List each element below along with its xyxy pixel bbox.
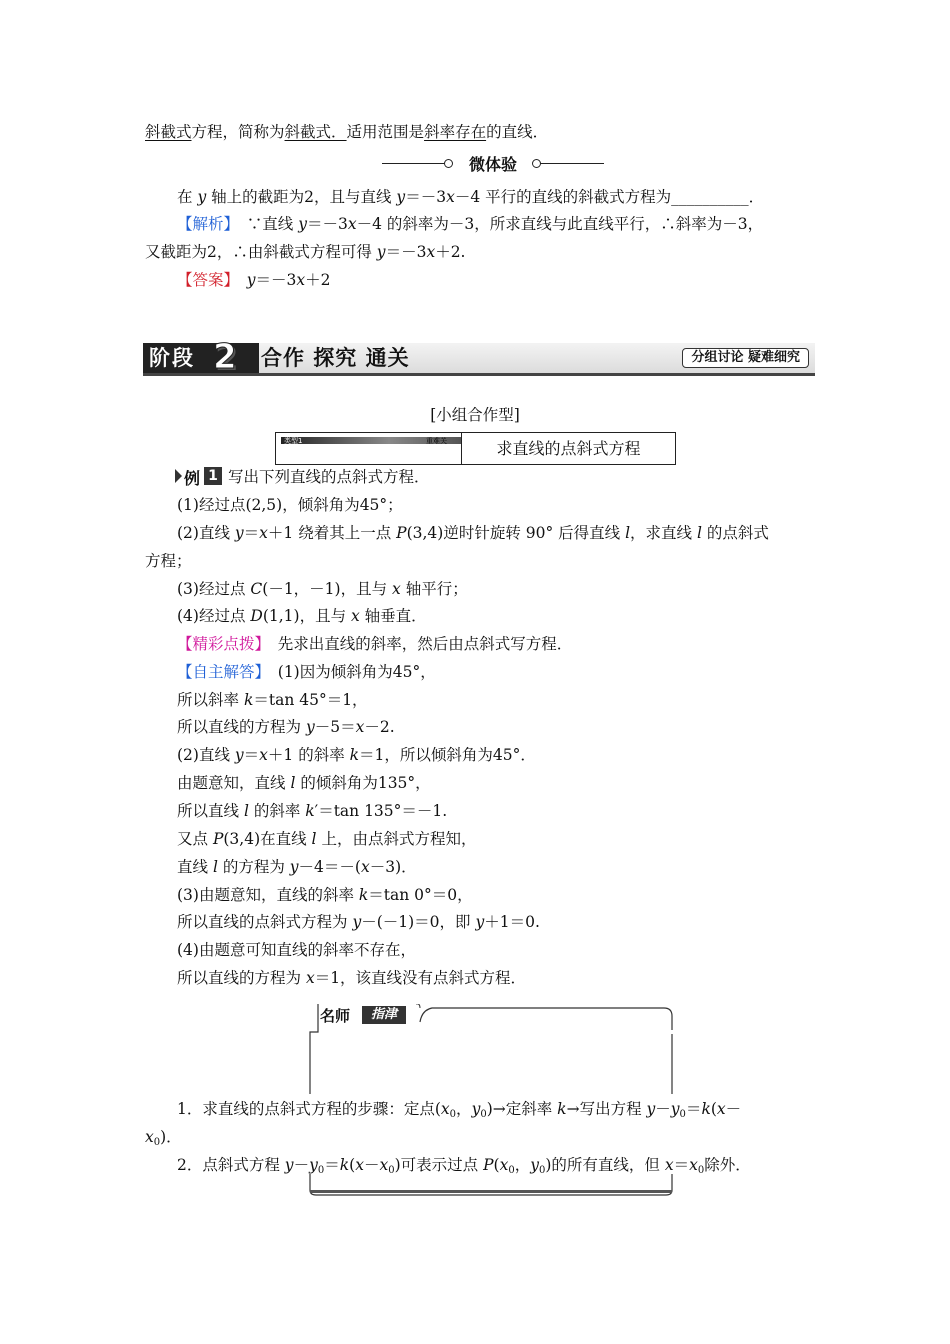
text: (3,4)在直线	[223, 830, 312, 848]
text: 除外．	[704, 1156, 751, 1174]
practice-question	[177, 186, 764, 208]
text: (－1，－1)，且与	[262, 580, 393, 598]
text: 2．点斜式方程	[177, 1156, 285, 1174]
text: －3)．	[369, 858, 417, 876]
practice-analysis	[177, 213, 763, 235]
var: x	[355, 1156, 364, 1174]
subscript: 0	[538, 1165, 546, 1176]
var: y	[309, 1156, 318, 1174]
teacher-note-1-cont	[145, 1126, 182, 1154]
subscript: 0	[153, 1137, 161, 1148]
triangle-icon	[175, 469, 182, 483]
answer-tag: 【答案】	[177, 271, 232, 289]
text: ＋1＝0.	[484, 913, 540, 931]
text: ＝－3	[385, 243, 427, 261]
var: k	[243, 691, 254, 709]
example-q1: (1)经过点(2,5)，倾斜角为45°；	[177, 496, 403, 514]
var: l	[290, 774, 296, 792]
example-q3	[177, 578, 468, 600]
var: x	[446, 188, 455, 206]
text: ＋1 的斜率	[267, 746, 350, 764]
solution-line-6	[177, 800, 447, 822]
text: －4＝－(	[298, 858, 361, 876]
text: 所以直线的方程为	[177, 969, 306, 987]
intro-term: 斜率存在	[424, 123, 487, 141]
var: P	[396, 524, 407, 542]
solution-line-4	[177, 744, 536, 766]
text: )的所有直线，但	[545, 1156, 665, 1174]
text: )→定斜率	[486, 1100, 558, 1118]
var: l	[212, 858, 218, 876]
solution-line-8	[177, 856, 417, 878]
text: 由题意知，直线	[177, 774, 291, 792]
text	[231, 271, 247, 289]
intro-text: 适用范围是	[346, 123, 425, 141]
text: (	[493, 1156, 500, 1174]
text: 又截距为2，∴由斜截式方程可得	[145, 243, 377, 261]
text: 所以斜率	[177, 691, 244, 709]
subscript: 0	[508, 1165, 515, 1176]
text: 上，由点斜式方程知，	[316, 830, 477, 848]
divider-title: 微体验	[468, 155, 517, 174]
text: ＝－3	[306, 215, 348, 233]
type-box	[275, 432, 676, 465]
var: x	[259, 524, 268, 542]
var: x	[145, 1128, 154, 1146]
text: 所以直线的方程为	[177, 718, 306, 736]
intro-text: 方程，简称为	[191, 123, 285, 141]
text: ＋2.	[435, 243, 466, 261]
solution-tag: 【自主解答】	[177, 663, 263, 681]
var: l	[696, 524, 702, 542]
var: k	[349, 746, 360, 764]
type-title: 求直线的点斜式方程	[496, 439, 641, 458]
subscript: 0	[679, 1109, 686, 1120]
stage-label: 阶段	[143, 343, 259, 373]
intro-term: 斜截式	[145, 123, 192, 141]
text: －	[293, 1156, 310, 1174]
text: (4)经过点	[177, 607, 251, 625]
text: ＋2	[305, 271, 331, 289]
divider-line	[540, 163, 604, 164]
text: (3)经过点	[177, 580, 251, 598]
var: y	[670, 1100, 680, 1118]
text: (3)由题意知，直线的斜率	[177, 886, 359, 904]
var: C	[250, 580, 263, 598]
text: ＝tan 45°＝1，	[253, 691, 368, 709]
text: (2)直线	[177, 746, 235, 764]
text: ＝	[673, 1156, 690, 1174]
var: x	[716, 1100, 726, 1118]
intro-text: 的直线．	[486, 123, 549, 141]
var: x	[379, 1156, 389, 1174]
divider-line	[382, 163, 446, 164]
text: 轴上的截距为2，且与直线	[206, 188, 397, 206]
text: →写出方程	[566, 1100, 647, 1118]
text: )．	[160, 1128, 182, 1146]
stage-title: 合作 探究 通关	[261, 346, 410, 370]
example-q2	[177, 522, 769, 544]
var: x	[426, 243, 436, 261]
text: ＝1，所以倾斜角为45°．	[359, 746, 536, 764]
text: ＝	[685, 1100, 702, 1118]
text: (1)因为倾斜角为45°，	[262, 663, 436, 681]
text: 轴平行；	[400, 580, 468, 598]
text: (2)直线	[177, 524, 235, 542]
subscript: 0	[317, 1165, 325, 1176]
var: y	[376, 243, 386, 261]
teacher-note-2	[177, 1154, 751, 1182]
solution-line-1	[177, 661, 436, 683]
text: ＝－3	[255, 271, 297, 289]
var: k	[557, 1100, 567, 1118]
type-tag-right: 重难关	[426, 437, 447, 445]
var: x	[305, 969, 315, 987]
text: ＝tan 0°＝0，	[368, 886, 473, 904]
var: x	[392, 580, 401, 598]
var: y	[305, 718, 315, 736]
text: )可表示过点	[394, 1156, 484, 1174]
text: ＝	[243, 524, 260, 542]
example-q2-cont: 方程；	[145, 552, 192, 570]
teacher-tab-title: 名师	[320, 1007, 351, 1025]
text: ，求直线	[630, 524, 697, 542]
intro-line	[145, 121, 548, 143]
text: ＋1 绕着其上一点	[267, 524, 397, 542]
var: l	[243, 802, 249, 820]
var: l	[311, 830, 317, 848]
var: x	[440, 1100, 450, 1118]
var: x	[689, 1156, 698, 1174]
solution-line-3	[177, 716, 395, 738]
text: 的斜率	[248, 802, 306, 820]
practice-divider	[382, 152, 604, 176]
text: 的点斜式	[701, 524, 769, 542]
solution-line-5	[177, 772, 431, 794]
text: (1,1)，且与	[262, 607, 351, 625]
solution-line-7	[177, 828, 476, 850]
text: (	[710, 1100, 717, 1118]
group-label: [小组合作型]	[430, 406, 520, 424]
stage-number: 2	[213, 337, 237, 377]
solution-line-2	[177, 689, 368, 711]
solution-line-12	[177, 967, 526, 989]
var: k	[339, 1156, 350, 1174]
var: x	[259, 746, 268, 764]
var: y	[284, 1156, 294, 1174]
example-number: 1	[204, 467, 222, 485]
hint-text: 先求出直线的斜率，然后由点斜式写方程．	[262, 635, 573, 653]
text: ＝1，该直线没有点斜式方程．	[314, 969, 527, 987]
analysis-tag: 【解析】	[177, 215, 232, 233]
var: k	[305, 802, 315, 820]
text: ，	[514, 1156, 531, 1174]
teacher-note-1	[177, 1098, 741, 1126]
hint-line	[177, 633, 572, 655]
text: 所以直线	[177, 802, 244, 820]
practice-answer	[177, 269, 331, 291]
var: y	[197, 188, 207, 206]
text: ＝	[243, 746, 260, 764]
stage-banner	[143, 337, 815, 377]
var: y	[475, 913, 485, 931]
teacher-tab-badge: 指津	[362, 1006, 406, 1024]
text: 所以直线的点斜式方程为	[177, 913, 353, 931]
var: y	[246, 271, 256, 289]
subscript: 0	[697, 1165, 705, 1176]
text: 直线	[177, 858, 213, 876]
solution-line-11: (4)由题意可知直线的斜率不存在，	[177, 941, 416, 959]
intro-term: 斜截式．	[284, 123, 347, 141]
var: x	[296, 271, 306, 289]
text: 的方程为	[217, 858, 290, 876]
text: 1．求直线的点斜式方程的步骤：定点(	[177, 1100, 441, 1118]
var: x	[355, 718, 365, 736]
var: y	[234, 524, 244, 542]
var: y	[646, 1100, 656, 1118]
var: k	[358, 886, 369, 904]
text: －	[363, 1156, 380, 1174]
text: ，	[456, 1100, 472, 1118]
text: －	[725, 1100, 742, 1118]
text: 的倾斜角为135°，	[295, 774, 431, 792]
text: －	[655, 1100, 671, 1118]
subscript: 0	[480, 1109, 487, 1120]
subscript: 0	[388, 1165, 395, 1176]
text: －5＝	[314, 718, 356, 736]
text: ∵直线	[231, 215, 299, 233]
var: k	[701, 1100, 711, 1118]
var: l	[625, 524, 631, 542]
text: (3,4)逆时针旋转 90° 后得直线	[406, 524, 626, 542]
practice-analysis-cont	[145, 241, 465, 263]
var: y	[530, 1156, 539, 1174]
example-word: 例	[184, 469, 201, 488]
var: x	[351, 607, 360, 625]
text: ＝	[324, 1156, 340, 1174]
var: x	[664, 1156, 674, 1174]
solution-line-9	[177, 884, 473, 906]
var: y	[396, 188, 406, 206]
var: y	[234, 746, 244, 764]
example-q4	[177, 605, 427, 627]
text: 轴垂直．	[359, 607, 427, 625]
var: y	[289, 858, 299, 876]
text: ′＝tan 135°＝－1.	[314, 802, 448, 820]
text: 在	[177, 188, 198, 206]
type-tag-left: 类型1	[284, 437, 303, 445]
var: x	[360, 858, 370, 876]
stage-side-label: 分组讨论 疑难细究	[682, 348, 809, 368]
divider-dot	[444, 159, 453, 168]
text: ＝－3	[405, 188, 447, 206]
var: P	[483, 1156, 494, 1174]
var: D	[250, 607, 263, 625]
var: x	[347, 215, 357, 233]
text: －4 的斜率为－3，所求直线与此直线平行，∴斜率为－3，	[356, 215, 764, 233]
text: 又点	[177, 830, 213, 848]
text: －4 平行的直线的斜截式方程为__________．	[454, 188, 765, 206]
var: P	[212, 830, 224, 848]
text: －(－1)＝0，即	[361, 913, 476, 931]
hint-tag: 【精彩点拨】	[177, 635, 263, 653]
var: y	[471, 1100, 481, 1118]
text: (	[349, 1156, 356, 1174]
var: x	[499, 1156, 509, 1174]
text: －2.	[364, 718, 395, 736]
var: y	[352, 913, 362, 931]
solution-line-10	[177, 911, 540, 933]
example-prompt: 写出下列直线的点斜式方程．	[228, 468, 430, 486]
subscript: 0	[449, 1109, 457, 1120]
var: y	[298, 215, 307, 233]
